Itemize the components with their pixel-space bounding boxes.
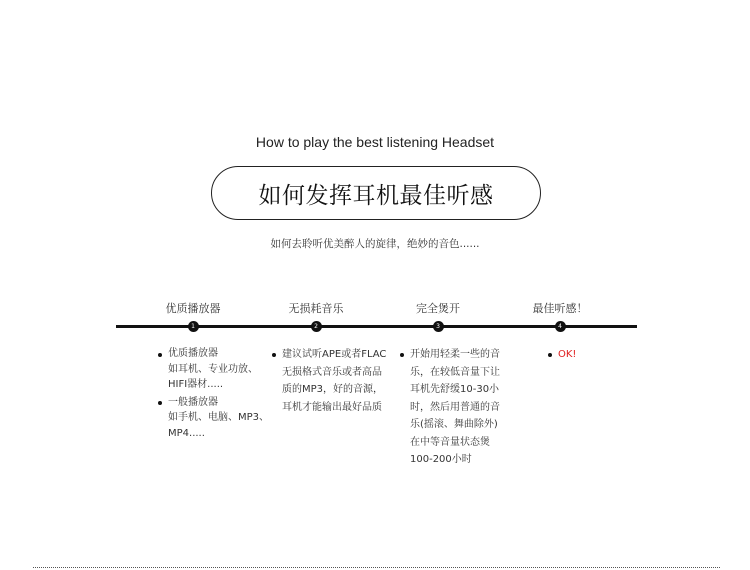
dotted-divider xyxy=(33,567,720,568)
step-label-1: 优质播放器 xyxy=(165,302,221,315)
step-label-3: 完全煲开 xyxy=(416,302,460,315)
bullet-icon xyxy=(272,353,276,357)
step-marker-1: 1 xyxy=(188,321,199,332)
player-group-general xyxy=(158,395,273,442)
tagline: 如何去聆听优美醉人的旋律，绝妙的音色...... xyxy=(270,238,480,250)
bullet-icon xyxy=(158,353,162,357)
page-title: 如何发挥耳机最佳听感 xyxy=(258,182,494,209)
step-label-2: 无损耗音乐 xyxy=(288,302,344,315)
step-3-details xyxy=(400,346,518,469)
list-item xyxy=(548,346,608,364)
bullet-icon xyxy=(400,353,404,357)
ok-text: OK! xyxy=(558,349,577,360)
step-marker-2: 2 xyxy=(311,321,322,332)
step-label-4: 最佳听感！ xyxy=(532,302,588,315)
title-banner xyxy=(211,166,541,220)
step-2-details xyxy=(272,346,400,416)
list-item xyxy=(272,346,400,416)
player-heading: 一般播放器 xyxy=(168,396,218,408)
step-marker-3: 3 xyxy=(433,321,444,332)
lossless-music-text: 建议试听APE或者FLAC 无损格式音乐或者高品 质的MP3，好的音源， 耳机才能输出最好品质 xyxy=(282,349,387,413)
list-item xyxy=(158,346,273,362)
step-1-details xyxy=(158,346,273,443)
step-marker-4: 4 xyxy=(555,321,566,332)
player-detail: 如手机、电脑、MP3、 MP4..... xyxy=(168,412,270,439)
bullet-icon xyxy=(158,401,162,405)
subtitle-english: How to play the best listening Headset xyxy=(255,134,495,150)
player-heading: 优质播放器 xyxy=(168,348,218,359)
bullet-icon xyxy=(548,353,552,357)
burn-in-text: 开始用轻柔一些的音 乐，在较低音量下让 耳机先舒缓10-30小 时，然后用普通的音 乐(摇滚、舞曲除外) 在中等音量状态煲 100-200小时 xyxy=(410,349,500,465)
player-detail: 如耳机、专业功放、 HIFI器材..... xyxy=(168,363,258,390)
list-item xyxy=(158,395,273,411)
step-4-details xyxy=(548,346,608,364)
player-group-quality xyxy=(158,346,273,393)
list-item xyxy=(400,346,518,469)
